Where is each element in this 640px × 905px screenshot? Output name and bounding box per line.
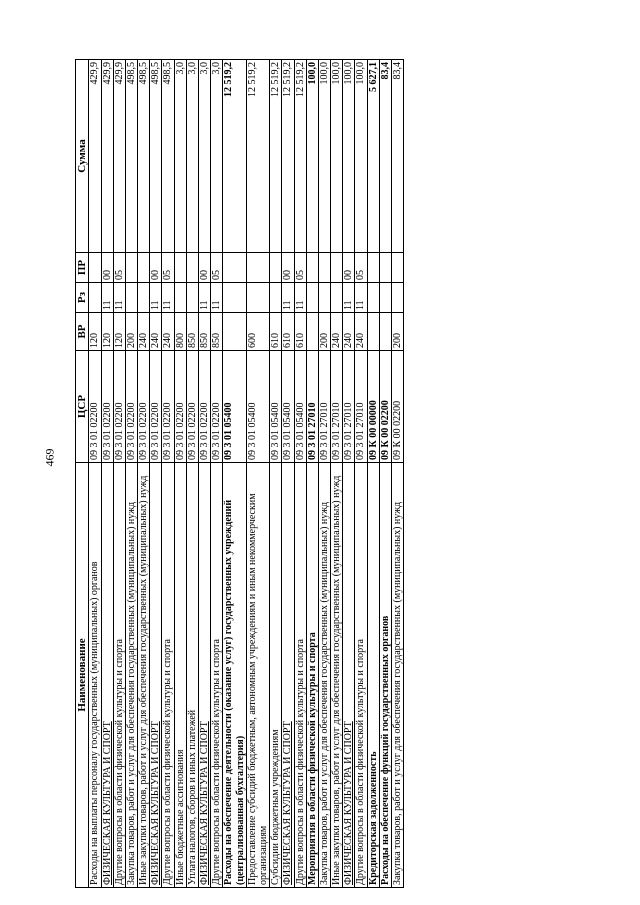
cell-csr: 09 К 00 00000 [367, 351, 379, 463]
cell-name: ФИЗИЧЕСКАЯ КУЛЬТУРА И СПОРТ [101, 463, 113, 888]
cell-name: Другие вопросы в области физической культуры и спорта [294, 463, 306, 888]
cell-rz [246, 283, 269, 313]
cell-vr: 200 [392, 313, 404, 351]
cell-sum: 429,9 [89, 60, 101, 253]
cell-name: Уплата налогов, сборов и иных платежей [186, 463, 198, 888]
cell-rz: 11 [162, 283, 174, 313]
cell-csr: 09 К 00 02200 [379, 351, 391, 463]
table-row [174, 60, 186, 888]
table-row [367, 60, 379, 888]
cell-name: Другие вопросы в области физической культуры и спорта [355, 463, 367, 888]
cell-name: Расходы на обеспечение деятельности (оказание услуг) государственных учреждений (централизованная бухгалтерия) [223, 463, 246, 888]
table-row [392, 60, 404, 888]
cell-sum: 83,4 [379, 60, 391, 253]
cell-sum: 429,9 [113, 60, 125, 253]
header-rz: Рз [76, 283, 89, 313]
cell-rz: 11 [150, 283, 162, 313]
cell-name: Другие вопросы в области физической культуры и спорта [113, 463, 125, 888]
cell-csr: 09 3 01 02200 [199, 351, 211, 463]
cell-pr [246, 253, 269, 283]
cell-csr: 09 3 01 02200 [89, 351, 101, 463]
cell-pr [186, 253, 198, 283]
cell-pr [89, 253, 101, 283]
cell-sum: 12 519,2 [294, 60, 306, 253]
cell-vr: 200 [125, 313, 137, 351]
cell-pr [223, 253, 246, 283]
table-row [138, 60, 150, 888]
cell-rz: 11 [199, 283, 211, 313]
cell-name: Иные закупки товаров, работ и услуг для обеспечения государственных (муниципальных) нужд [138, 463, 150, 888]
cell-name: Мероприятия в области физической культуры и спорта [306, 463, 318, 888]
table-row [125, 60, 137, 888]
cell-vr: 120 [101, 313, 113, 351]
cell-sum: 100,0 [318, 60, 330, 253]
table-row [162, 60, 174, 888]
cell-name: Субсидии бюджетным учреждениям [270, 463, 282, 888]
cell-rz [138, 283, 150, 313]
cell-vr: 600 [246, 313, 269, 351]
cell-pr [318, 253, 330, 283]
cell-csr: 09 3 01 05400 [223, 351, 246, 463]
table-body [89, 60, 404, 888]
cell-csr: 09 3 01 02200 [150, 351, 162, 463]
cell-pr: 05 [355, 253, 367, 283]
cell-csr: 09 3 01 02200 [138, 351, 150, 463]
cell-sum: 12 519,2 [282, 60, 294, 253]
cell-vr [367, 313, 379, 351]
cell-pr: 05 [294, 253, 306, 283]
cell-name: Другие вопросы в области физической культуры и спорта [162, 463, 174, 888]
table-row [199, 60, 211, 888]
cell-csr: 09 3 01 02200 [113, 351, 125, 463]
table-row [246, 60, 269, 888]
table-row [113, 60, 125, 888]
cell-rz: 11 [211, 283, 223, 313]
cell-pr: 05 [162, 253, 174, 283]
cell-sum: 12 519,2 [223, 60, 246, 253]
cell-csr: 09 3 01 05400 [294, 351, 306, 463]
cell-csr: 09 3 01 02200 [186, 351, 198, 463]
cell-csr: 09 3 01 05400 [246, 351, 269, 463]
table-row [318, 60, 330, 888]
cell-sum: 3,0 [186, 60, 198, 253]
table-row [186, 60, 198, 888]
budget-table [75, 59, 404, 888]
cell-vr: 240 [331, 313, 343, 351]
cell-csr: 09 3 01 02200 [211, 351, 223, 463]
cell-csr: 09 3 01 27010 [343, 351, 355, 463]
cell-sum: 498,5 [125, 60, 137, 253]
cell-sum: 3,0 [174, 60, 186, 253]
cell-name: Предоставление субсидий бюджетным, автономным учреждениям и иным некоммерческим организациям [246, 463, 269, 888]
table-header-row [76, 60, 89, 888]
cell-name: Закупка товаров, работ и услуг для обеспечения государственных (муниципальных) нужд [318, 463, 330, 888]
header-pr: ПР [76, 253, 89, 283]
cell-csr: 09 3 01 27010 [306, 351, 318, 463]
cell-csr: 09 3 01 02200 [174, 351, 186, 463]
cell-rz: 11 [101, 283, 113, 313]
cell-csr: 09 3 01 02200 [101, 351, 113, 463]
cell-rz [367, 283, 379, 313]
cell-rz: 11 [282, 283, 294, 313]
cell-vr [223, 313, 246, 351]
cell-rz [270, 283, 282, 313]
cell-rz [306, 283, 318, 313]
table-row [223, 60, 246, 888]
cell-sum: 498,5 [138, 60, 150, 253]
cell-rz [125, 283, 137, 313]
cell-csr: 09 3 01 05400 [270, 351, 282, 463]
cell-sum: 5 627,1 [367, 60, 379, 253]
table-row [379, 60, 391, 888]
cell-pr [392, 253, 404, 283]
cell-pr [270, 253, 282, 283]
cell-name: Иные закупки товаров, работ и услуг для обеспечения государственных (муниципальных) нужд [331, 463, 343, 888]
cell-pr [306, 253, 318, 283]
cell-name: Расходы на обеспечение функций государственных органов [379, 463, 391, 888]
cell-pr: 00 [150, 253, 162, 283]
cell-pr [125, 253, 137, 283]
cell-sum: 12 519,2 [246, 60, 269, 253]
table-row [89, 60, 101, 888]
cell-pr [174, 253, 186, 283]
cell-name: Расходы на выплаты персоналу государственных (муниципальных) органов [89, 463, 101, 888]
cell-vr: 240 [162, 313, 174, 351]
rotated-table-container [75, 60, 610, 888]
header-vr: ВР [76, 313, 89, 351]
cell-name: ФИЗИЧЕСКАЯ КУЛЬТУРА И СПОРТ [343, 463, 355, 888]
cell-name: ФИЗИЧЕСКАЯ КУЛЬТУРА И СПОРТ [199, 463, 211, 888]
cell-pr: 05 [211, 253, 223, 283]
cell-rz: 11 [113, 283, 125, 313]
cell-sum: 3,0 [199, 60, 211, 253]
cell-sum: 83,4 [392, 60, 404, 253]
cell-name: ФИЗИЧЕСКАЯ КУЛЬТУРА И СПОРТ [282, 463, 294, 888]
cell-rz [186, 283, 198, 313]
cell-csr: 09 3 01 02200 [162, 351, 174, 463]
cell-vr: 240 [150, 313, 162, 351]
cell-pr [379, 253, 391, 283]
cell-vr: 850 [211, 313, 223, 351]
cell-rz: 11 [294, 283, 306, 313]
page-number: 469 [42, 448, 57, 467]
cell-sum: 100,0 [306, 60, 318, 253]
cell-rz [223, 283, 246, 313]
header-csr: ЦСР [76, 351, 89, 463]
header-name: Наименование [76, 463, 89, 888]
cell-csr: 09 3 01 27010 [331, 351, 343, 463]
cell-pr: 00 [101, 253, 113, 283]
cell-vr: 240 [355, 313, 367, 351]
cell-csr: 09 3 01 05400 [282, 351, 294, 463]
cell-csr: 09 К 00 02200 [392, 351, 404, 463]
table-row [270, 60, 282, 888]
cell-sum: 429,9 [101, 60, 113, 253]
cell-vr: 240 [343, 313, 355, 351]
cell-name: Закупка товаров, работ и услуг для обеспечения государственных (муниципальных) нужд [125, 463, 137, 888]
table-row [282, 60, 294, 888]
cell-sum: 3,0 [211, 60, 223, 253]
cell-sum: 100,0 [355, 60, 367, 253]
cell-rz [174, 283, 186, 313]
cell-pr [138, 253, 150, 283]
cell-csr: 09 3 01 27010 [355, 351, 367, 463]
header-sum: Сумма [76, 60, 89, 253]
cell-name: ФИЗИЧЕСКАЯ КУЛЬТУРА И СПОРТ [150, 463, 162, 888]
cell-name: Иные бюджетные ассигнования [174, 463, 186, 888]
cell-sum: 12 519,2 [270, 60, 282, 253]
cell-vr [306, 313, 318, 351]
cell-pr: 00 [282, 253, 294, 283]
cell-name: Кредиторская задолженность [367, 463, 379, 888]
cell-vr: 850 [186, 313, 198, 351]
table-row [101, 60, 113, 888]
cell-pr [367, 253, 379, 283]
table-row [331, 60, 343, 888]
table-row [343, 60, 355, 888]
cell-name: Закупка товаров, работ и услуг для обеспечения государственных (муниципальных) нужд [392, 463, 404, 888]
cell-sum: 498,5 [162, 60, 174, 253]
cell-vr: 800 [174, 313, 186, 351]
cell-rz [379, 283, 391, 313]
cell-vr: 120 [113, 313, 125, 351]
cell-vr: 200 [318, 313, 330, 351]
cell-vr: 610 [282, 313, 294, 351]
cell-csr: 09 3 01 27010 [318, 351, 330, 463]
cell-name: Другие вопросы в области физической культуры и спорта [211, 463, 223, 888]
cell-rz: 11 [355, 283, 367, 313]
cell-csr: 09 3 01 02200 [125, 351, 137, 463]
cell-vr [379, 313, 391, 351]
table-row [150, 60, 162, 888]
cell-vr: 610 [294, 313, 306, 351]
cell-pr: 00 [343, 253, 355, 283]
cell-vr: 120 [89, 313, 101, 351]
cell-pr: 05 [113, 253, 125, 283]
cell-rz [318, 283, 330, 313]
table-row [211, 60, 223, 888]
cell-vr: 610 [270, 313, 282, 351]
cell-rz [392, 283, 404, 313]
cell-sum: 100,0 [331, 60, 343, 253]
cell-rz: 11 [343, 283, 355, 313]
cell-vr: 850 [199, 313, 211, 351]
cell-pr [331, 253, 343, 283]
cell-pr: 00 [199, 253, 211, 283]
cell-sum: 498,5 [150, 60, 162, 253]
table-row [306, 60, 318, 888]
table-row [294, 60, 306, 888]
cell-sum: 100,0 [343, 60, 355, 253]
cell-rz [89, 283, 101, 313]
cell-vr: 240 [138, 313, 150, 351]
cell-rz [331, 283, 343, 313]
table-row [355, 60, 367, 888]
